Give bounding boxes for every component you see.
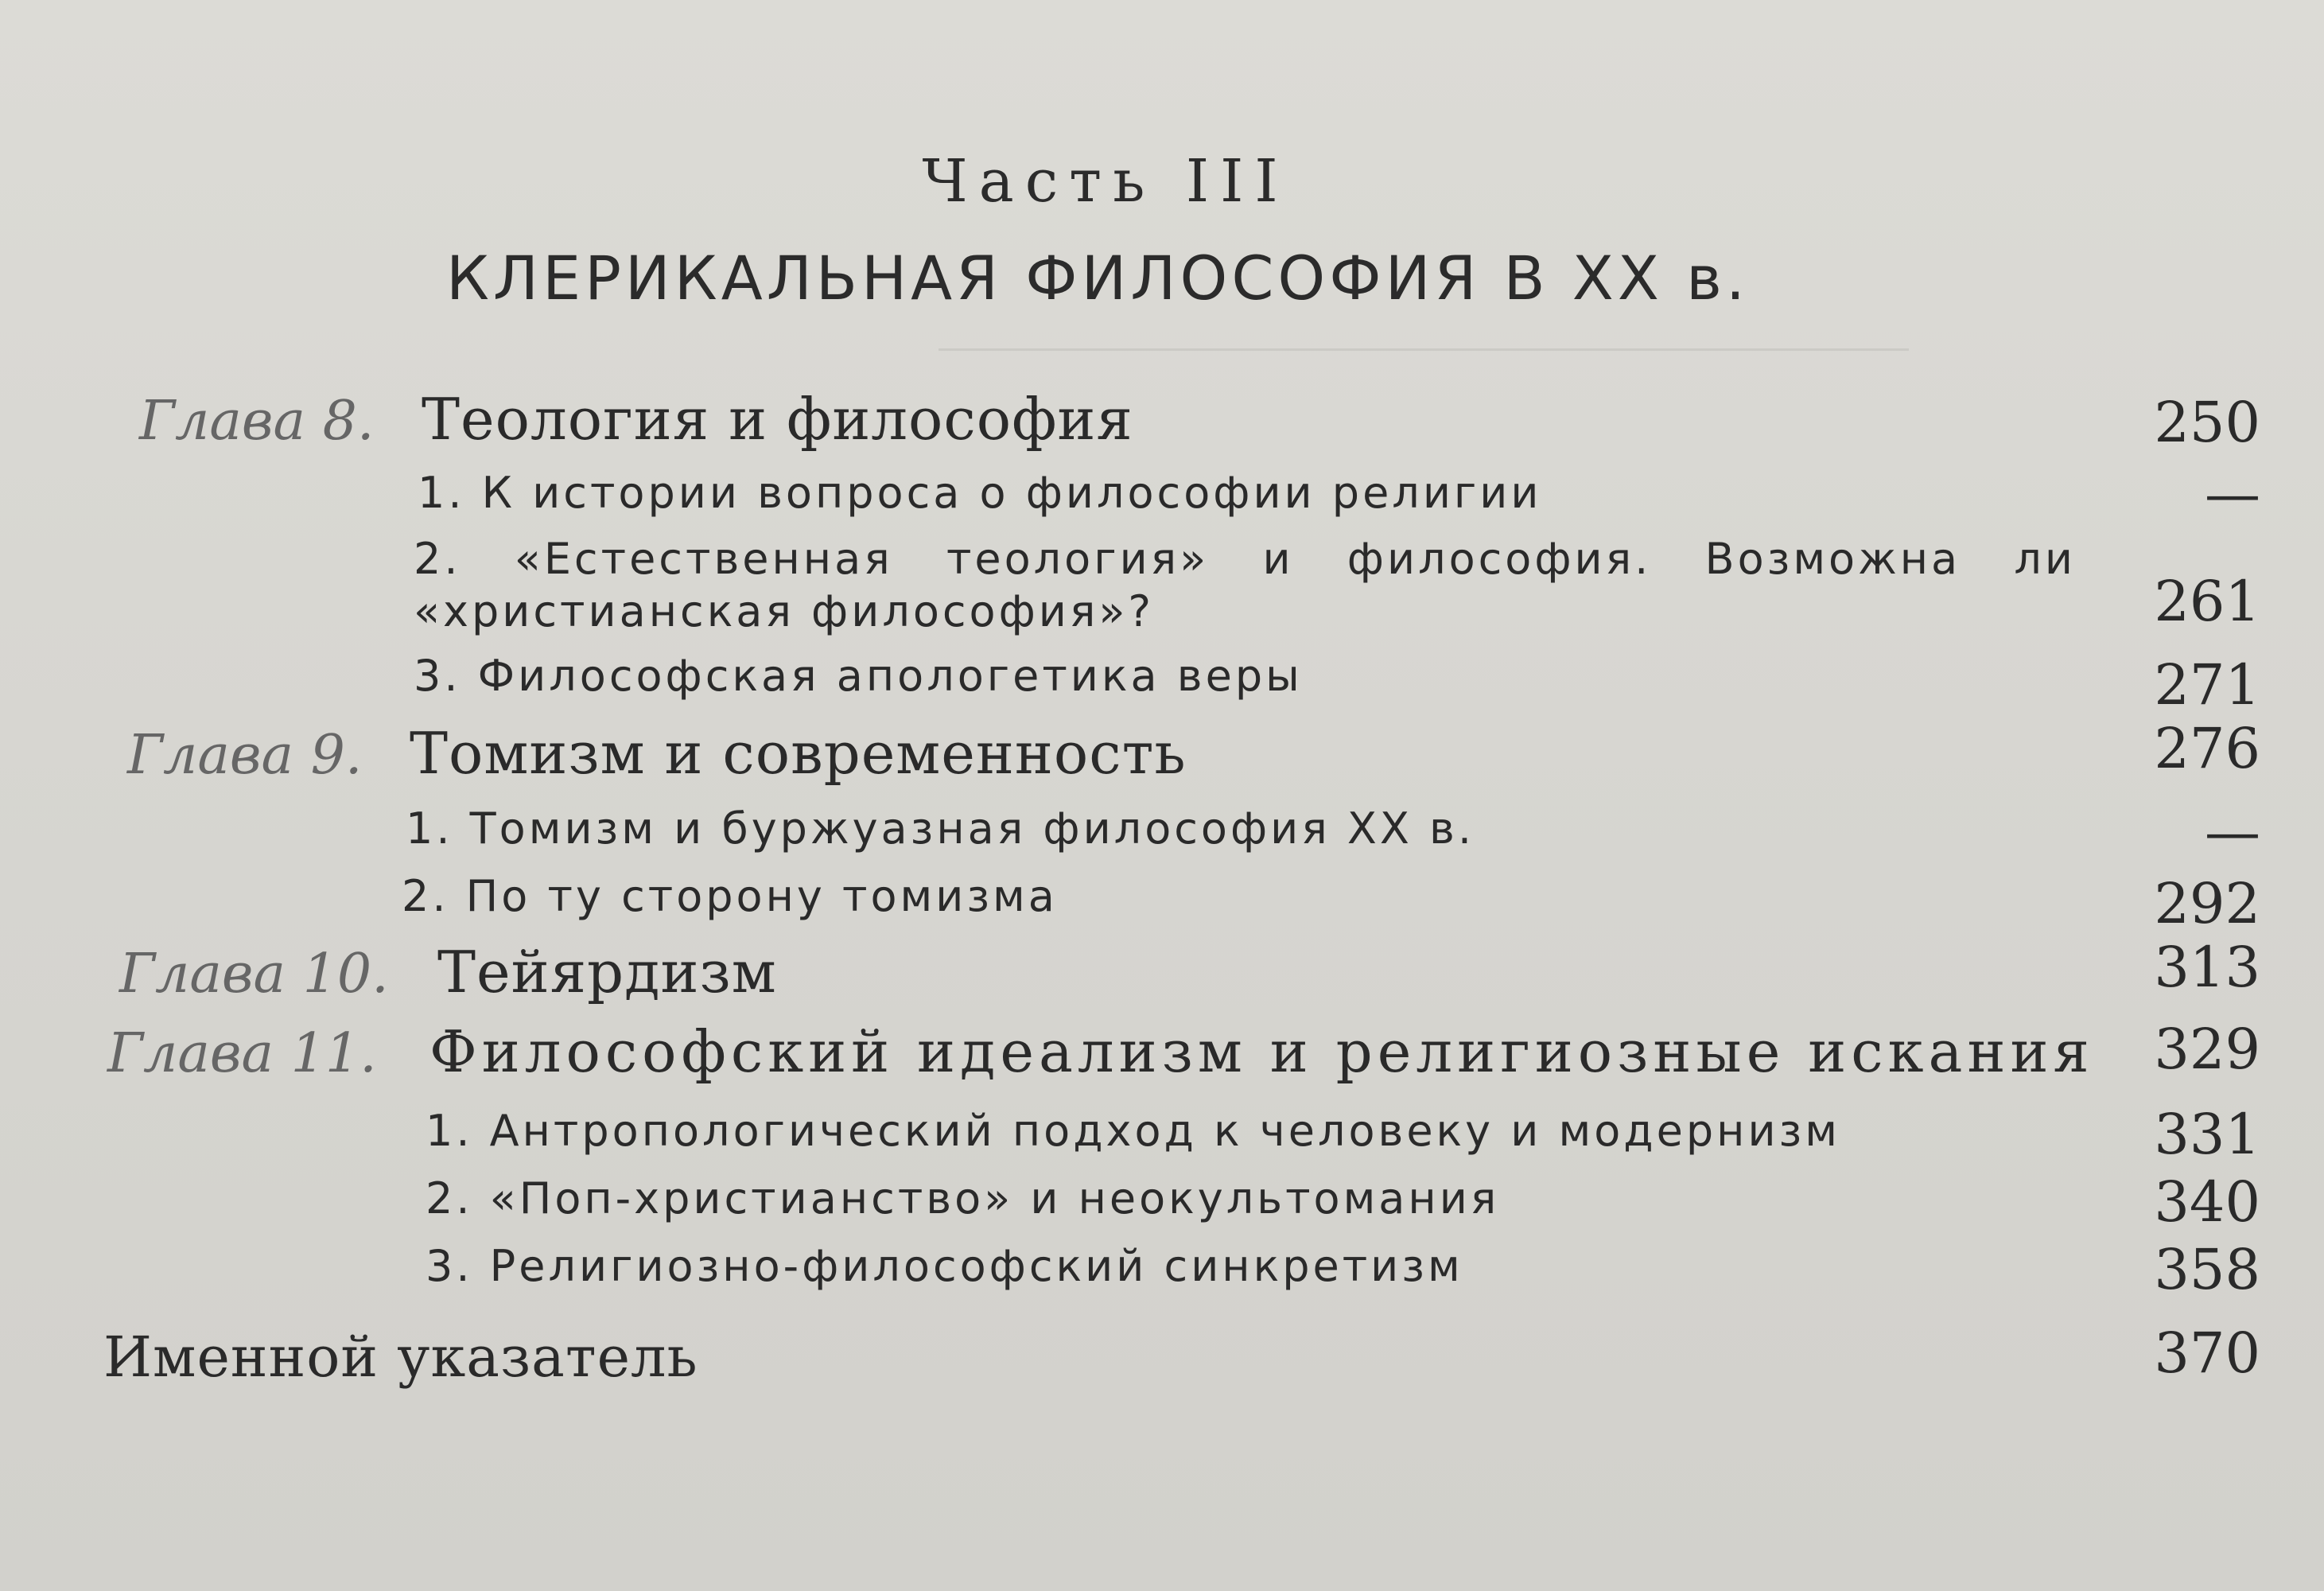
- part-label: Часть III: [922, 147, 1289, 216]
- name-index-title: Именной указатель: [103, 1325, 698, 1390]
- chapter-10-page: 313: [2154, 935, 2260, 1000]
- chapter-9-section-2-page: 292: [2154, 871, 2260, 936]
- chapter-9-section-1-page: —: [2205, 799, 2260, 865]
- chapter-8-section-1: 1. К истории вопроса о философии религии: [418, 468, 1542, 518]
- chapter-11-section-1-page: 331: [2154, 1102, 2260, 1167]
- chapter-9-title: Томизм и современность: [410, 720, 1187, 787]
- chapter-9-section-1: 1. Томизм и буржуазная философия XX в.: [406, 803, 1475, 854]
- chapter-8-section-3-page: 271: [2154, 652, 2260, 718]
- chapter-8-title: Теология и философия: [422, 386, 1133, 453]
- chapter-10-title: Тейярдизм: [437, 939, 777, 1006]
- chapter-8-section-1-page: —: [2205, 461, 2260, 527]
- chapter-11-section-1: 1. Антропологический подход к человеку и модернизм: [426, 1106, 1840, 1156]
- chapter-11-section-3-page: 358: [2154, 1237, 2260, 1302]
- title-rule: [939, 348, 1909, 351]
- chapter-8-section-2-page: 261: [2154, 569, 2260, 634]
- chapter-11-page: 329: [2154, 1017, 2260, 1082]
- chapter-8-section-3: 3. Философская апологетика веры: [414, 651, 1303, 701]
- chapter-11-title: Философский идеализм и религиозные искания: [429, 1018, 2094, 1085]
- chapter-11-section-2-page: 340: [2154, 1169, 2260, 1235]
- chapter-11-label: Глава 11.: [107, 1022, 377, 1085]
- chapter-8-label: Глава 8.: [139, 390, 375, 453]
- part-title: КЛЕРИКАЛЬНАЯ ФИЛОСОФИЯ В XX в.: [445, 243, 1750, 313]
- chapter-9-section-2: 2. По ту сторону томизма: [402, 871, 1058, 921]
- chapter-9-label: Глава 9.: [127, 724, 363, 787]
- chapter-8-section-2: 2. «Естественная теология» и философия. Возможна ли «христианская философия»?: [414, 534, 2076, 636]
- name-index-page: 370: [2154, 1321, 2260, 1386]
- chapter-11-section-3: 3. Религиозно-философский синкретизм: [426, 1241, 1463, 1291]
- chapter-9-page: 276: [2154, 716, 2260, 781]
- chapter-11-section-2: 2. «Поп-христианство» и неокультомания: [426, 1173, 1500, 1223]
- chapter-10-label: Глава 10.: [119, 943, 389, 1006]
- chapter-8-page: 250: [2154, 390, 2260, 455]
